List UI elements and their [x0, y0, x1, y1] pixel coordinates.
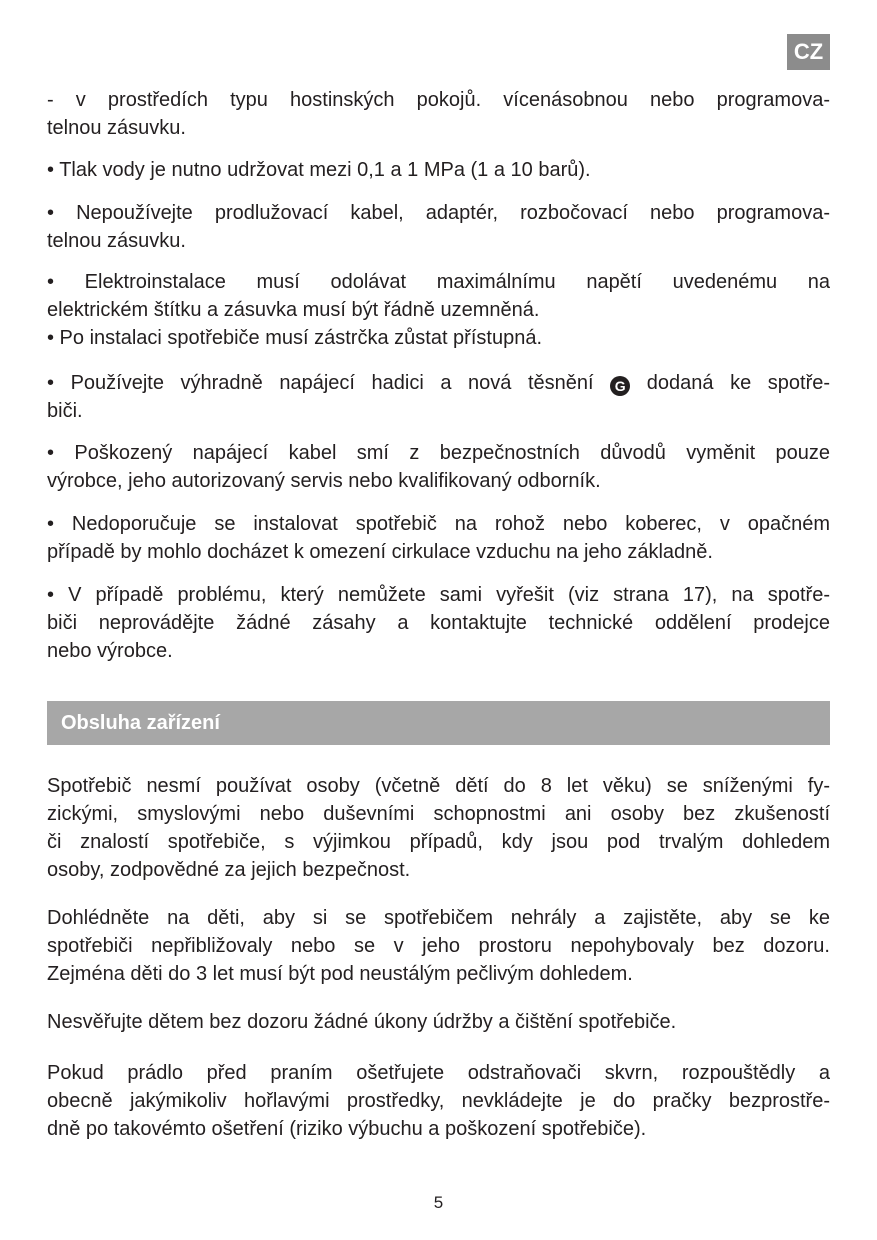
- text-line: Zejména děti do 3 let musí být pod neustálým pečlivým dohledem.: [47, 963, 633, 985]
- paragraph: [47, 199, 830, 255]
- paragraph: [47, 581, 830, 665]
- text-line: telnou zásuvku.: [47, 230, 186, 252]
- paragraph: [47, 904, 830, 988]
- text-line: [47, 369, 830, 397]
- seal-g-icon: G: [610, 376, 630, 396]
- text-line: dně po takovémto ošetření (riziko výbuchu a poškození spotřebiče).: [47, 1118, 647, 1140]
- paragraph: [47, 156, 830, 184]
- text-line: zickými, smyslovými nebo duševními schopnostmi ani osoby bez zkušeností: [47, 803, 830, 825]
- text-segment: • Používejte výhradně napájecí hadici a nová těsnění: [47, 372, 594, 394]
- text-line: • Poškozený napájecí kabel smí z bezpečnostních důvodů vyměnit pouze: [47, 442, 830, 464]
- text-line: biči neprovádějte žádné zásahy a kontaktujte technické oddělení prodejce: [47, 612, 830, 634]
- text-line: nebo výrobce.: [47, 640, 173, 662]
- text-line: • Po instalaci spotřebiče musí zástrčka zůstat přístupná.: [47, 327, 542, 349]
- paragraph: [47, 1008, 830, 1036]
- text-line: případě by mohlo docházet k omezení cirkulace vzduchu na jeho základně.: [47, 541, 713, 563]
- text-line: či znalostí spotřebiče, s výjimkou případů, kdy jsou pod trvalým dohledem: [47, 831, 830, 853]
- paragraph: [47, 439, 830, 495]
- text-line: výrobce, jeho autorizovaný servis nebo kvalifikovaný odborník.: [47, 470, 601, 492]
- seal-paragraph: [47, 369, 830, 425]
- text-line: Spotřebič nesmí používat osoby (včetně dětí do 8 let věku) se sníženými fy-: [47, 775, 830, 797]
- text-line: • Elektroinstalace musí odolávat maximálnímu napětí uvedenému na: [47, 271, 830, 293]
- text-line: biči.: [47, 400, 83, 422]
- page-number: 5: [433, 1193, 444, 1212]
- text-line: spotřebiči nepřibližovaly nebo se v jeho prostoru nepohybovaly bez dozoru.: [47, 935, 830, 957]
- text-line: obecně jakýmikoliv hořlavými prostředky, nevkládejte je do pračky bezprostře-: [47, 1090, 830, 1112]
- text-line: osoby, zodpovědné za jejich bezpečnost.: [47, 859, 411, 881]
- text-line: • Nedoporučuje se instalovat spotřebič na rohož nebo koberec, v opačném: [47, 513, 830, 535]
- text-line: • Nepoužívejte prodlužovací kabel, adaptér, rozbočovací nebo programova-: [47, 202, 830, 224]
- text-line: elektrickém štítku a zásuvka musí být řádně uzemněná.: [47, 299, 540, 321]
- text-line: • Tlak vody je nutno udržovat mezi 0,1 a 1 MPa (1 a 10 barů).: [47, 159, 591, 181]
- paragraph: [47, 772, 830, 884]
- paragraph: [47, 1059, 830, 1143]
- text-line: Dohlédněte na děti, aby si se spotřebičem nehrály a zajistěte, aby se ke: [47, 907, 830, 929]
- text-line: Pokud prádlo před praním ošetřujete odstraňovači skvrn, rozpouštědly a: [47, 1062, 830, 1084]
- text-segment: dodaná ke spotře-: [646, 372, 831, 394]
- paragraph: [47, 268, 830, 352]
- paragraph: [47, 86, 830, 142]
- paragraph: [47, 510, 830, 566]
- section-heading: Obsluha zařízení: [47, 701, 830, 745]
- language-badge: CZ: [787, 34, 830, 70]
- text-line: Nesvěřujte dětem bez dozoru žádné úkony údržby a čištění spotřebiče.: [47, 1011, 677, 1033]
- text-line: - v prostředích typu hostinských pokojů. vícenásobnou nebo programova-: [47, 89, 830, 111]
- text-line: telnou zásuvku.: [47, 117, 186, 139]
- text-line: • V případě problému, který nemůžete sami vyřešit (viz strana 17), na spotře-: [47, 584, 830, 606]
